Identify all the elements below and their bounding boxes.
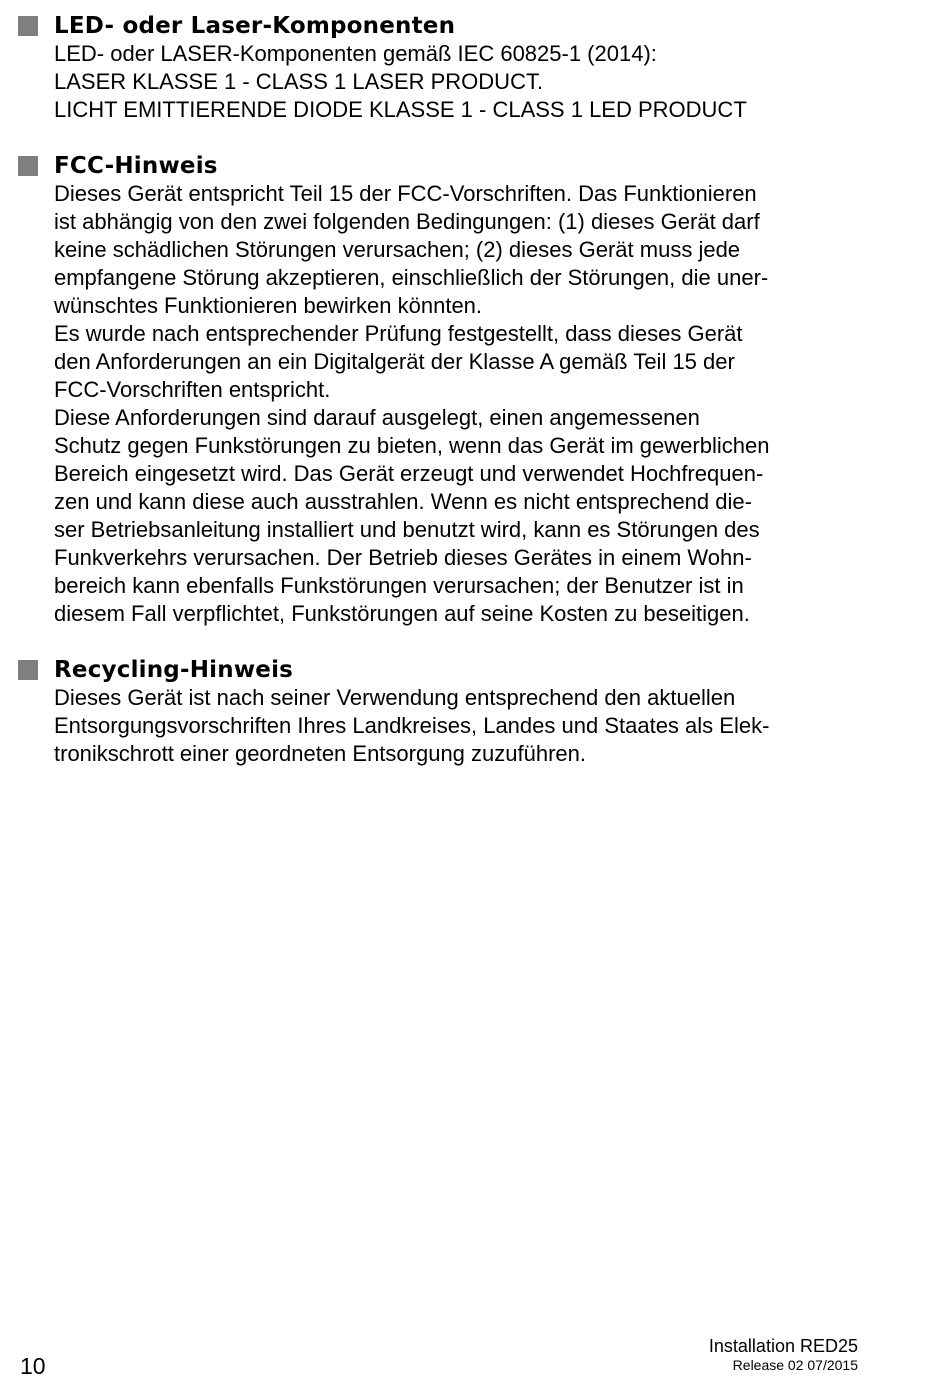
footer-title: Installation RED25 — [708, 1336, 858, 1356]
text-line: tronikschrott einer geordneten Entsorgung zuzuführen. — [54, 741, 586, 766]
text-line: Funkverkehrs verursachen. Der Betrieb dieses Gerätes in einem Wohn- — [54, 545, 752, 570]
section-heading: FCC-Hinweis — [54, 153, 218, 179]
text-line: Bereich eingesetzt wird. Das Gerät erzeugt und verwendet Hochfrequen- — [54, 461, 764, 486]
text-line: LED- oder LASER-Komponenten gemäß IEC 60825-1 (2014): — [54, 41, 657, 66]
section-heading: LED- oder Laser-Komponenten — [54, 13, 456, 39]
text-line: LICHT EMITTIERENDE DIODE KLASSE 1 - CLASS 1 LED PRODUCT — [54, 97, 747, 122]
section-body — [54, 684, 914, 768]
text-line: empfangene Störung akzeptieren, einschließlich der Störungen, die uner- — [54, 265, 769, 290]
square-bullet-icon — [18, 156, 38, 176]
text-line: Es wurde nach entsprechender Prüfung festgestellt, dass dieses Gerät — [54, 321, 743, 346]
text-line: Dieses Gerät ist nach seiner Verwendung entsprechend den aktuellen — [54, 685, 736, 710]
text-line: FCC-Vorschriften entspricht. — [54, 377, 331, 402]
text-line: LASER KLASSE 1 - CLASS 1 LASER PRODUCT. — [54, 69, 544, 94]
text-line: wünschtes Funktionieren bewirken könnten. — [54, 293, 483, 318]
text-line: den Anforderungen an ein Digitalgerät der Klasse A gemäß Teil 15 der — [54, 349, 735, 374]
text-line: keine schädlichen Störungen verursachen; (2) dieses Gerät muss jede — [54, 237, 741, 262]
square-bullet-icon — [18, 16, 38, 36]
text-line: zen und kann diese auch ausstrahlen. Wenn es nicht entsprechend die- — [54, 489, 752, 514]
text-line: ist abhängig von den zwei folgenden Bedingungen: (1) dieses Gerät darf — [54, 209, 760, 234]
section-body — [54, 180, 914, 628]
section-heading: Recycling-Hinweis — [54, 657, 294, 683]
text-line: Schutz gegen Funkstörungen zu bieten, wenn das Gerät im gewerblichen — [54, 433, 770, 458]
text-line: diesem Fall verpflichtet, Funkstörungen auf seine Kosten zu beseitigen. — [54, 601, 750, 626]
text-line: bereich kann ebenfalls Funkstörungen verursachen; der Benutzer ist in — [54, 573, 744, 598]
text-line: Dieses Gerät entspricht Teil 15 der FCC-Vorschriften. Das Funktionieren — [54, 181, 757, 206]
section-body — [54, 40, 914, 124]
square-bullet-icon — [18, 660, 38, 680]
text-line: ser Betriebsanleitung installiert und benutzt wird, kann es Störungen des — [54, 517, 760, 542]
footer-info — [709, 1335, 858, 1373]
page-number: 10 — [20, 1353, 46, 1379]
text-line: Entsorgungsvorschriften Ihres Landkreises, Landes und Staates als Elek- — [54, 713, 770, 738]
text-line: Diese Anforderungen sind darauf ausgelegt, einen angemessenen — [54, 405, 700, 430]
footer-release: Release 02 07/2015 — [732, 1357, 858, 1373]
